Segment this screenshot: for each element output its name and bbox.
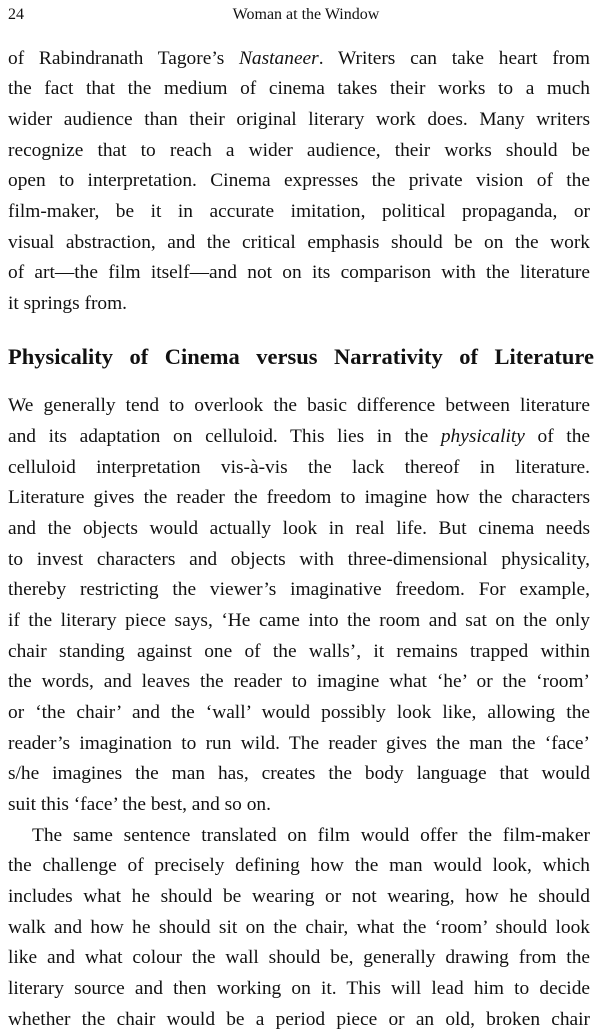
paragraph-1-line-2: the fact that the medium of cinema takes their works to a much xyxy=(8,78,590,99)
paragraph-2-line-9: chair standing against one of the walls’, it remains trapped within xyxy=(8,641,590,662)
paragraph-2-line-12: reader’s imagination to run wild. The reader gives the man the ‘face’ xyxy=(8,733,590,754)
paragraph-1-line-6: film-maker, be it in accurate imitation, political propaganda, or xyxy=(8,201,590,222)
section-heading: Physicality of Cinema versus Narrativity of Literature xyxy=(8,344,594,369)
running-title: Woman at the Window xyxy=(232,6,380,23)
paragraph-2-line-1: We generally tend to overlook the basic difference between literature xyxy=(8,395,590,416)
paragraph-2-line-10: the words, and leaves the reader to imagine what ‘he’ or the ‘room’ xyxy=(8,671,590,692)
paragraph-3-line-3: includes what he should be wearing or not wearing, how he should xyxy=(8,886,590,907)
paragraph-2-line-5: and the objects would actually look in real life. But cinema needs xyxy=(8,518,590,539)
paragraph-3-line-1: The same sentence translated on film would offer the film-maker xyxy=(32,825,590,846)
paragraph-3-line-4: walk and how he should sit on the chair, what the ‘room’ should look xyxy=(8,917,590,938)
paragraph-2-line-14: suit this ‘face’ the best, and so on. xyxy=(8,794,271,815)
paragraph-2-line-3: celluloid interpretation vis-à-vis the lack thereof in literature. xyxy=(8,457,590,478)
italic-word-physicality: physicality xyxy=(440,426,525,447)
running-head xyxy=(8,4,584,26)
paragraph-2-line-6: to invest characters and objects with three-dimensional physicality, xyxy=(8,549,590,570)
paragraph-1-line-3: wider audience than their original literary work does. Many writers xyxy=(8,109,590,130)
paragraph-2-line-4: Literature gives the reader the freedom to imagine how the characters xyxy=(8,487,590,508)
paragraph-2-line-2: and its adaptation on celluloid. This lies in the physicality of the xyxy=(8,426,590,447)
paragraph-1-line-7: visual abstraction, and the critical emphasis should be on the work xyxy=(8,232,590,253)
paragraph-3-line-6: literary source and then working on it. This will lead him to decide xyxy=(8,978,590,999)
paragraph-2-line-7: thereby restricting the viewer’s imaginative freedom. For example, xyxy=(8,579,590,600)
paragraph-3-line-7: whether the chair would be a period piece or an old, broken chair xyxy=(8,1009,590,1030)
paragraph-2-line-11: or ‘the chair’ and the ‘wall’ would possibly look like, allowing the xyxy=(8,702,590,723)
italic-title-nastaneer: Nastaneer xyxy=(239,48,319,69)
paragraph-3-line-5: like and what colour the wall should be, generally drawing from the xyxy=(8,947,590,968)
paragraph-2-line-8: if the literary piece says, ‘He came into the room and sat on the only xyxy=(8,610,590,631)
paragraph-1-line-1: of Rabindranath Tagore’s Nastaneer. Writers can take heart from xyxy=(8,48,590,69)
paragraph-2-line-13: s/he imagines the man has, creates the body language that would xyxy=(8,763,590,784)
paragraph-1-line-5: open to interpretation. Cinema expresses the private vision of the xyxy=(8,170,590,191)
paragraph-1-line-8: of art—the film itself—and not on its comparison with the literature xyxy=(8,262,590,283)
paragraph-1-line-9: it springs from. xyxy=(8,293,128,314)
page-number: 24 xyxy=(8,6,24,23)
paragraph-1-line-4: recognize that to reach a wider audience, their works should be xyxy=(8,140,590,161)
paragraph-3-line-2: the challenge of precisely defining how the man would look, which xyxy=(8,855,590,876)
